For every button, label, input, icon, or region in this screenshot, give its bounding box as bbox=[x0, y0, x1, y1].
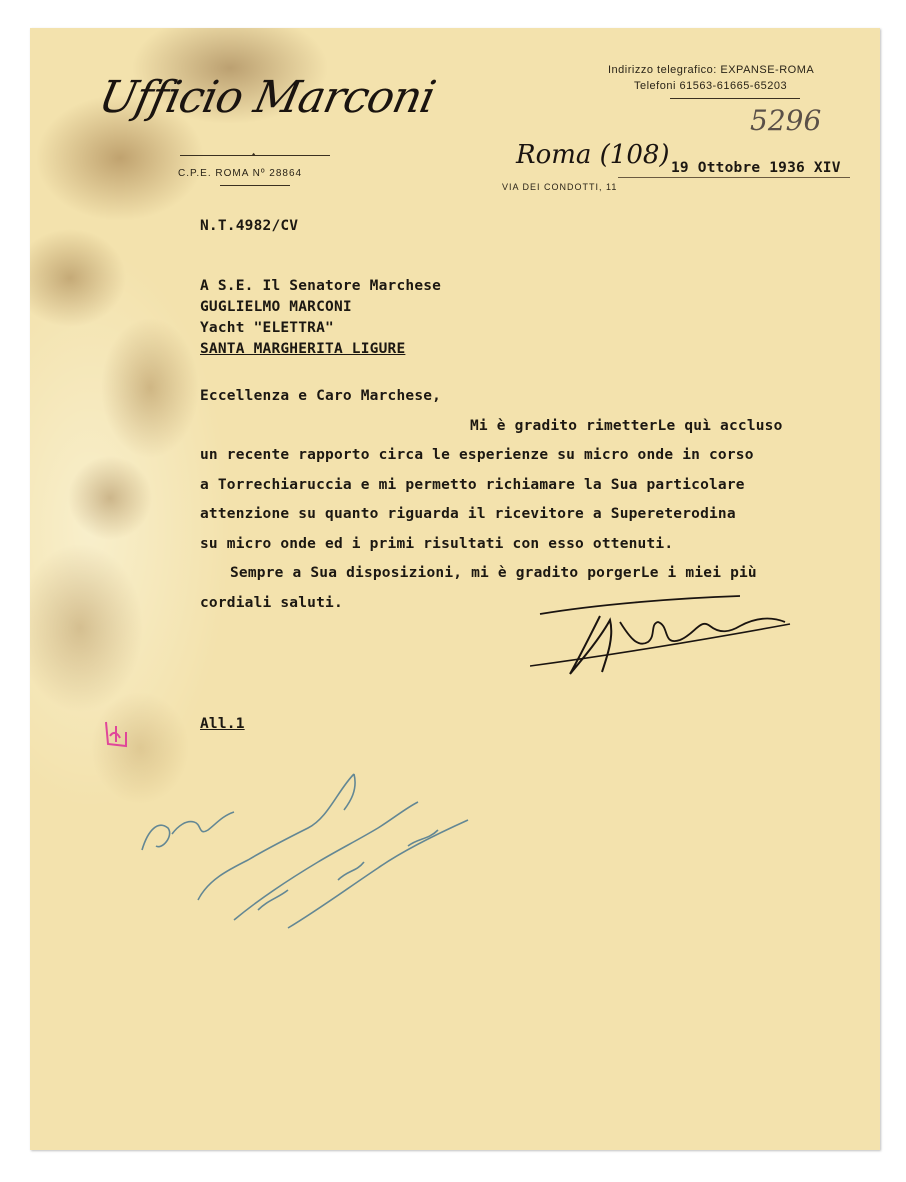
city-name: Roma (108) bbox=[516, 140, 670, 170]
recipient-line-3: Yacht "ELETTRA" bbox=[200, 320, 334, 336]
street-address: VIA DEI CONDOTTI, 11 bbox=[502, 182, 618, 192]
pencil-annotation bbox=[138, 750, 478, 940]
letterhead-logo: Ufficio Marconi bbox=[94, 72, 440, 123]
recipient-line-1: A S.E. Il Senatore Marchese bbox=[200, 278, 442, 294]
body-line-2: un recente rapporto circa le esperienze su micro onde in corso bbox=[200, 447, 754, 463]
salutation: Eccellenza e Caro Marchese, bbox=[200, 388, 442, 404]
phone-numbers: Telefoni 61563-61665-65203 bbox=[634, 80, 788, 92]
body-line-4: attenzione su quanto riguarda il ricevitore a Supereterodina bbox=[200, 506, 736, 522]
telegraph-block bbox=[608, 62, 814, 94]
letter-sheet bbox=[30, 28, 880, 1150]
body-line-1: Mi è gradito rimetterLe quì accluso bbox=[470, 417, 783, 434]
signature bbox=[530, 576, 800, 686]
body-line-7: cordiali saluti. bbox=[200, 594, 343, 611]
telegraph-address: Indirizzo telegrafico: EXPANSE-ROMA bbox=[608, 64, 815, 76]
letter-date: 19 Ottobre 1936 XIV bbox=[671, 160, 841, 176]
cpe-number: C.P.E. ROMA Nº 28864 bbox=[178, 168, 303, 179]
body-line-6: Sempre a Sua disposizioni, mi è gradito porgerLe i miei più bbox=[230, 565, 757, 581]
letterhead-rule-2 bbox=[220, 185, 290, 186]
pink-stamp-mark bbox=[102, 714, 132, 754]
archive-number: 5296 bbox=[750, 104, 822, 137]
date-line bbox=[618, 177, 850, 178]
enclosure-note: All.1 bbox=[200, 716, 245, 732]
header-right-rule bbox=[670, 98, 800, 99]
reference-number: N.T.4982/CV bbox=[200, 218, 299, 234]
recipient-line-4: SANTA MARGHERITA LIGURE bbox=[200, 341, 406, 357]
body-line-3: a Torrechiaruccia e mi permetto richiamare la Sua particolare bbox=[200, 476, 745, 493]
recipient-line-2: GUGLIELMO MARCONI bbox=[200, 299, 352, 315]
body-line-5: su micro onde ed i primi risultati con esso ottenuti. bbox=[200, 535, 674, 552]
recipient-block bbox=[200, 276, 441, 360]
ornament-icon: ⬩ bbox=[252, 150, 256, 160]
